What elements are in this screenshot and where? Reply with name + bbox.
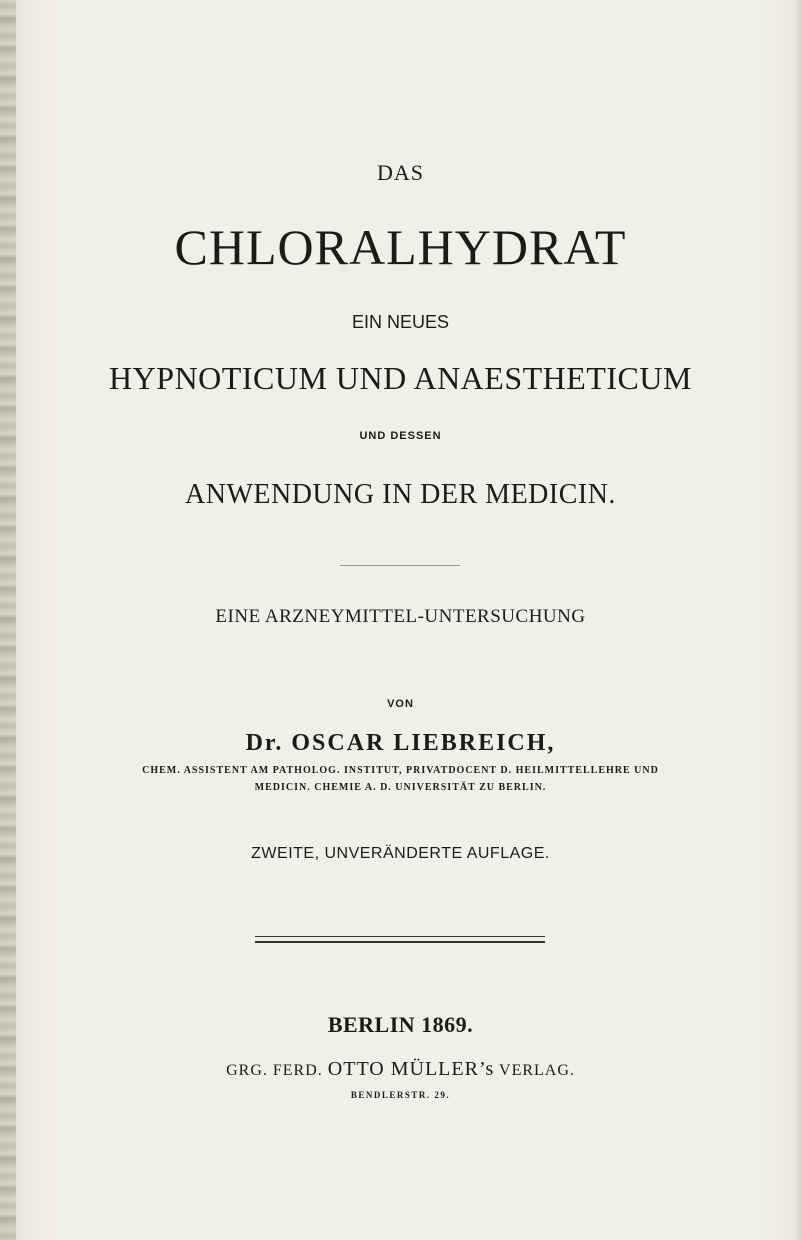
publisher-suffix: VERLAG.	[499, 1062, 575, 1079]
subtitle-line-2: HYPNOTICUM UND ANAESTHETICUM	[109, 360, 692, 396]
edition-statement: ZWEITE, UNVERÄNDERTE AUFLAGE.	[251, 845, 550, 862]
divider-rule	[340, 565, 460, 566]
by-label: VON	[387, 698, 414, 710]
publisher-prefix: GRG. FERD.	[226, 1062, 323, 1079]
main-title: CHLORALHYDRAT	[174, 219, 627, 275]
author-affiliation-line-2: MEDICIN. CHEMIE A. D. UNIVERSITÄT ZU BERLIN.	[254, 782, 547, 793]
imprint-street: BENDLERSTR. 29.	[350, 1090, 451, 1100]
author-affiliation-line-1: CHEM. ASSISTENT AM PATHOLOG. INSTITUT, PRIVATDOCENT D. HEILMITTELLEHRE UND	[142, 765, 659, 776]
subtitle-line-4: ANWENDUNG IN DER MEDICIN.	[185, 479, 616, 510]
imprint-city-year: BERLIN 1869.	[327, 1012, 474, 1037]
work-subtitle: EINE ARZNEYMITTEL-UNTERSUCHUNG	[215, 606, 586, 627]
author-name: Dr. OSCAR LIEBREICH,	[245, 730, 556, 756]
subtitle-line-1: EIN NEUES	[351, 312, 450, 332]
imprint-publisher	[0, 1058, 801, 1081]
title-prefix: DAS	[376, 160, 424, 185]
publisher-name: OTTO MÜLLER’s	[327, 1058, 495, 1080]
subtitle-line-3: UND DESSEN	[359, 430, 442, 442]
double-rule	[255, 936, 545, 943]
